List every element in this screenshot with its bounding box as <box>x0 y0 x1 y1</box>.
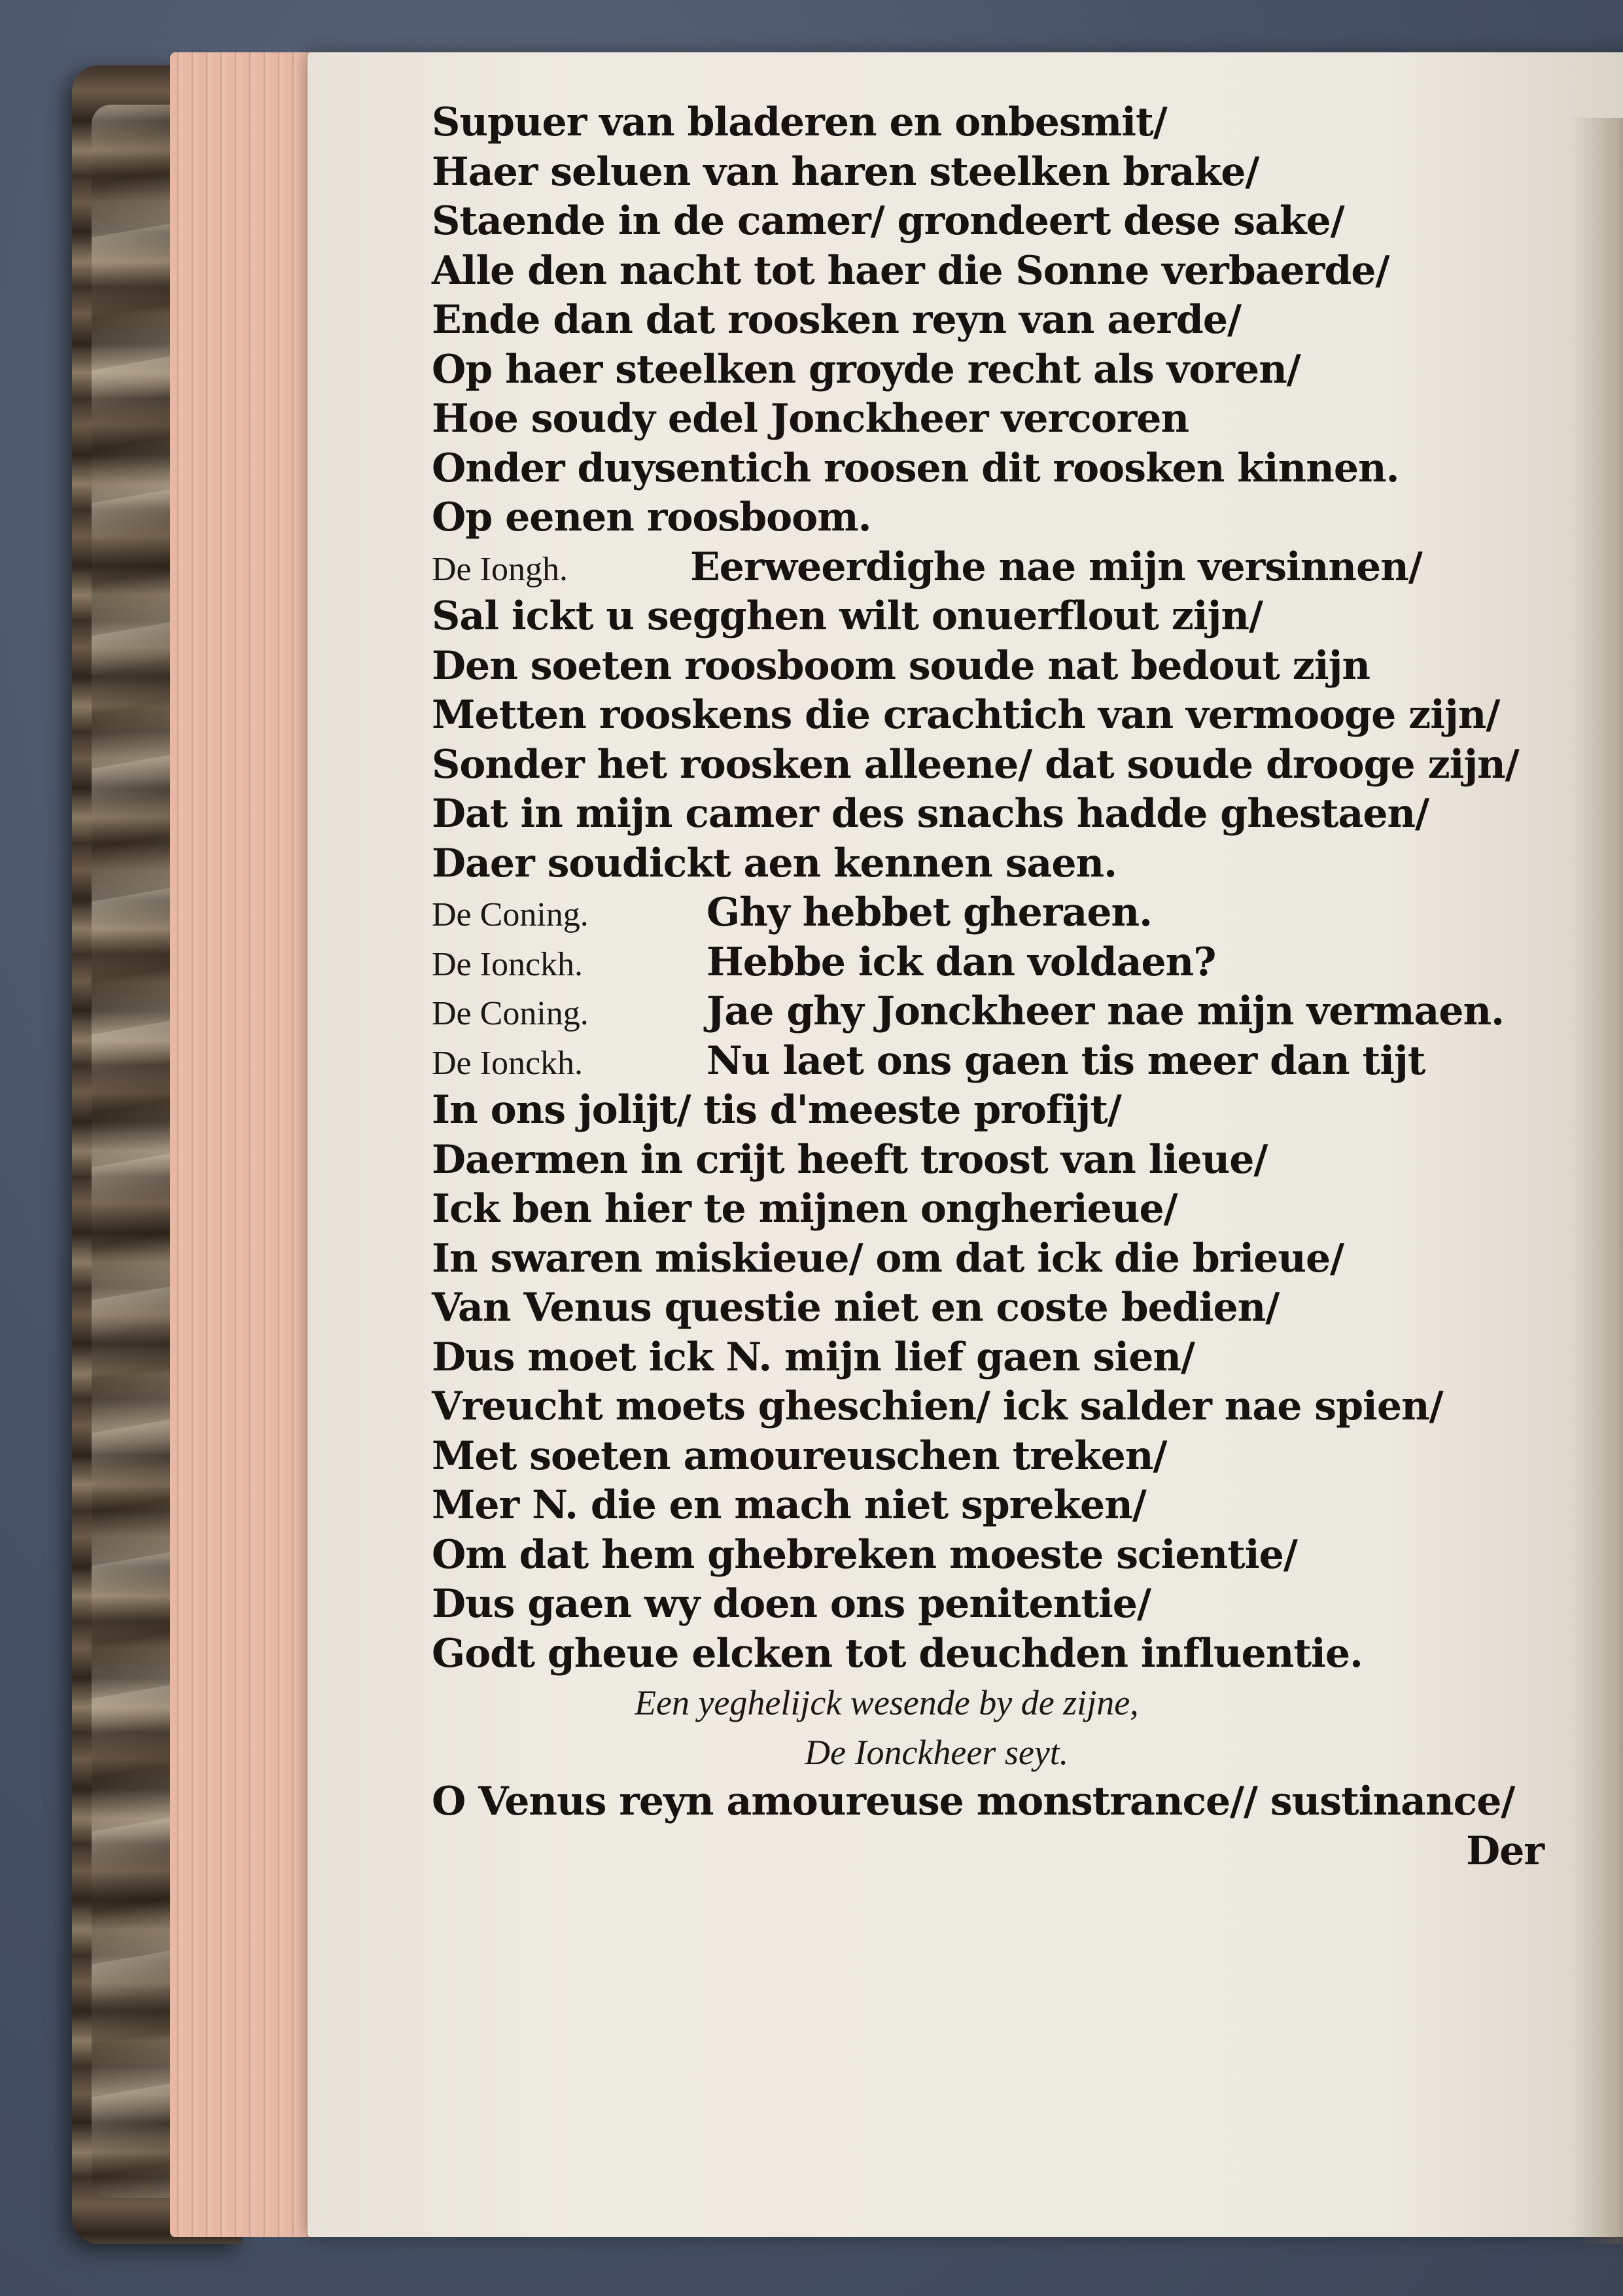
text-line <box>432 98 1583 148</box>
verse-text: Hoe soudy edel Jonckheer vercoren <box>432 396 1189 442</box>
verse-text: Daer soudickt aen kennen saen. <box>432 840 1117 886</box>
verse-text: Met soeten amoureuschen treken/ <box>432 1433 1167 1479</box>
verse-text: Mer N. die en mach niet spreken/ <box>432 1482 1146 1528</box>
verse-text: In swaren miskieue/ om dat ick die brieue/ <box>432 1235 1344 1281</box>
text-line <box>432 888 1583 938</box>
verse-text: Dat in mijn camer des snachs hadde ghestaen/ <box>432 791 1429 837</box>
text-line <box>432 839 1583 889</box>
verse-text: Eerweerdighe nae mijn versinnen/ <box>690 544 1422 590</box>
verse-text: Ende dan dat roosken reyn van aerde/ <box>432 297 1241 343</box>
text-line <box>432 1580 1583 1629</box>
text-line <box>432 1086 1583 1136</box>
text-line <box>432 247 1583 296</box>
text-line <box>432 592 1583 642</box>
text-line <box>432 987 1583 1037</box>
verse-text: Onder duysentich roosen dit roosken kinnen. <box>432 445 1399 491</box>
verse-text: Sonder het roosken alleene/ dat soude drooge zijn/ <box>432 741 1519 788</box>
verse-text: Van Venus questie niet en coste bedien/ <box>432 1285 1280 1331</box>
verse-text: Supuer van bladeren en onbesmit/ <box>432 99 1167 145</box>
text-line <box>432 197 1583 247</box>
verse-text: Dus moet ick N. mijn lief gaen sien/ <box>432 1334 1195 1380</box>
text-line <box>432 148 1583 198</box>
verse-text: Nu laet ons gaen tis meer dan tijt <box>707 1037 1425 1084</box>
verse-text: Hebbe ick dan voldaen? <box>707 939 1216 985</box>
text-line <box>432 1481 1583 1531</box>
text-line <box>432 1531 1583 1580</box>
verse-text: Haer seluen van haren steelken brake/ <box>432 148 1259 195</box>
speaker-label: De Iongh. <box>432 550 568 588</box>
verse-text: Ick ben hier te mijnen ongherieue/ <box>432 1186 1178 1232</box>
text-line <box>432 1777 1583 1827</box>
text-line <box>432 790 1583 839</box>
text-line <box>432 1136 1583 1185</box>
verse-text: Staende in de camer/ grondeert dese sake/ <box>432 198 1344 244</box>
stage-direction-line <box>432 1679 1583 1728</box>
text-line <box>432 642 1583 691</box>
verse-text: Metten rooskens die crachtich van vermooge zijn/ <box>432 692 1500 738</box>
verse-text: Op haer steelken groyde recht als voren/ <box>432 346 1300 392</box>
text-line <box>432 493 1583 543</box>
text-line <box>432 394 1583 444</box>
verse-text: Alle den nacht tot haer die Sonne verbaerde/ <box>432 247 1389 294</box>
text-line <box>432 1333 1583 1383</box>
text-line <box>432 1629 1583 1679</box>
text-line <box>432 691 1583 740</box>
stage-direction: Een yeghelijck wesende by de zijne, <box>635 1683 1139 1722</box>
speaker-label: De Ionckh. <box>432 1044 584 1082</box>
text-line <box>432 1037 1583 1087</box>
text-line <box>432 1382 1583 1432</box>
text-line <box>432 1234 1583 1284</box>
catchword-line <box>432 1827 1583 1877</box>
stage-direction: De Ionckheer seyt. <box>805 1732 1069 1772</box>
verse-text: Op eenen roosboom. <box>432 495 871 540</box>
page-text <box>432 98 1583 1876</box>
text-line <box>432 543 1583 593</box>
verse-text: Om dat hem ghebreken moeste scientie/ <box>432 1531 1297 1578</box>
verse-text: Jae ghy Jonckheer nae mijn vermaen. <box>707 988 1505 1034</box>
text-line <box>432 740 1583 790</box>
text-line <box>432 938 1583 988</box>
verse-text: Godt gheue elcken tot deuchden influentie. <box>432 1630 1363 1677</box>
verse-text: Dus gaen wy doen ons penitentie/ <box>432 1581 1151 1627</box>
verse-text: Vreucht moets gheschien/ ick salder nae spien/ <box>432 1383 1443 1429</box>
text-line <box>432 1185 1583 1234</box>
speaker-label: De Coning. <box>432 995 589 1032</box>
verse-text: Sal ickt u segghen wilt onuerflout zijn/ <box>432 593 1263 639</box>
verse-text: Daermen in crijt heeft troost van lieue/ <box>432 1136 1268 1183</box>
stage-direction-line <box>432 1728 1583 1778</box>
text-line <box>432 345 1583 395</box>
speaker-label: De Coning. <box>432 896 589 933</box>
text-line <box>432 1432 1583 1482</box>
verse-text: O Venus reyn amoureuse monstrance// sustinance/ <box>432 1779 1515 1824</box>
catchword: Der <box>1466 1828 1544 1874</box>
speaker-label: De Ionckh. <box>432 945 584 983</box>
verse-text: Den soeten roosboom soude nat bedout zijn <box>432 642 1370 689</box>
text-line <box>432 444 1583 494</box>
verse-text: In ons jolijt/ tis d'meeste profijt/ <box>432 1087 1121 1133</box>
text-line <box>432 1283 1583 1333</box>
text-line <box>432 296 1583 345</box>
verse-text: Ghy hebbet gheraen. <box>707 890 1153 935</box>
